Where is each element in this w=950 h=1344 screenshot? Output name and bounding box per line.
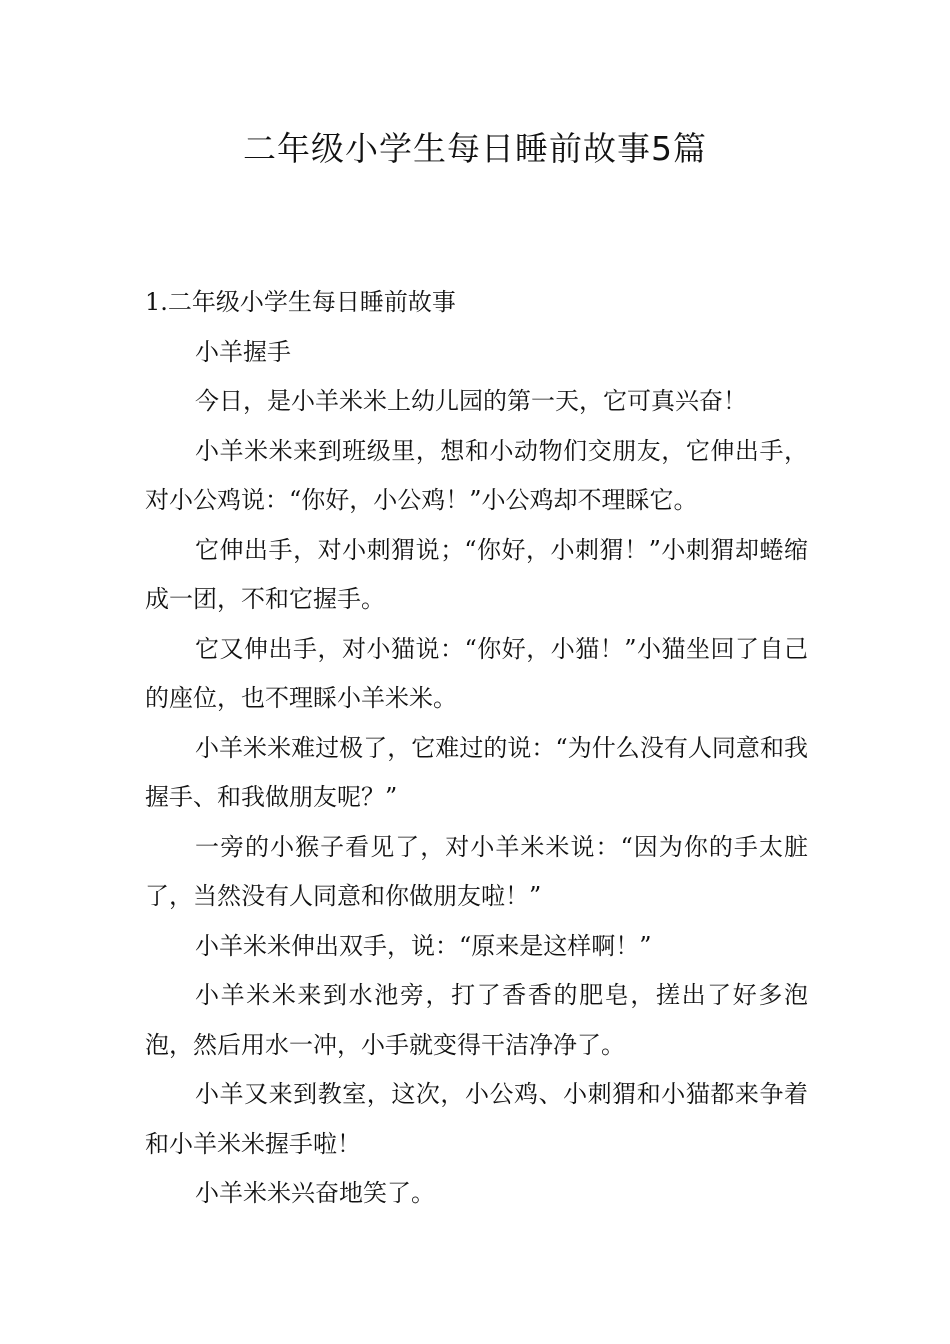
document-title: 二年级小学生每日睡前故事5篇 xyxy=(243,129,707,168)
paragraph: 一旁的小猴子看见了，对小羊米米说：“因为你的手太脏了，当然没有人同意和你做朋友啦！” xyxy=(145,832,808,910)
paragraph: 小羊又来到教室，这次，小公鸡、小刺猬和小猫都来争着和小羊米米握手啦！ xyxy=(145,1080,808,1158)
document-body xyxy=(145,278,808,1219)
paragraph: 小羊米米来到水池旁，打了香香的肥皂，搓出了好多泡泡，然后用水一冲，小手就变得干洁净净了。 xyxy=(145,981,808,1059)
paragraph: 小羊米米难过极了，它难过的说：“为什么没有人同意和我握手、和我做朋友呢？” xyxy=(145,733,808,811)
paragraph: 小羊米米兴奋地笑了。 xyxy=(195,1179,435,1207)
section-heading: 1.二年级小学生每日睡前故事 xyxy=(145,288,456,316)
paragraph: 小羊米米伸出双手，说：“原来是这样啊！” xyxy=(195,931,652,960)
paragraph: 今日，是小羊米米上幼儿园的第一天，它可真兴奋！ xyxy=(195,387,747,415)
paragraph: 它伸出手，对小刺猬说；“你好，小刺猬！”小刺猬却蜷缩成一团，不和它握手。 xyxy=(145,535,808,613)
paragraph: 小羊米米来到班级里，想和小动物们交朋友，它伸出手，对小公鸡说：“你好，小公鸡！”小公鸡却不理睬它。 xyxy=(145,436,808,514)
story-title: 小羊握手 xyxy=(195,337,291,366)
paragraph: 它又伸出手，对小猫说：“你好，小猫！”小猫坐回了自己的座位，也不理睬小羊米米。 xyxy=(145,634,808,712)
